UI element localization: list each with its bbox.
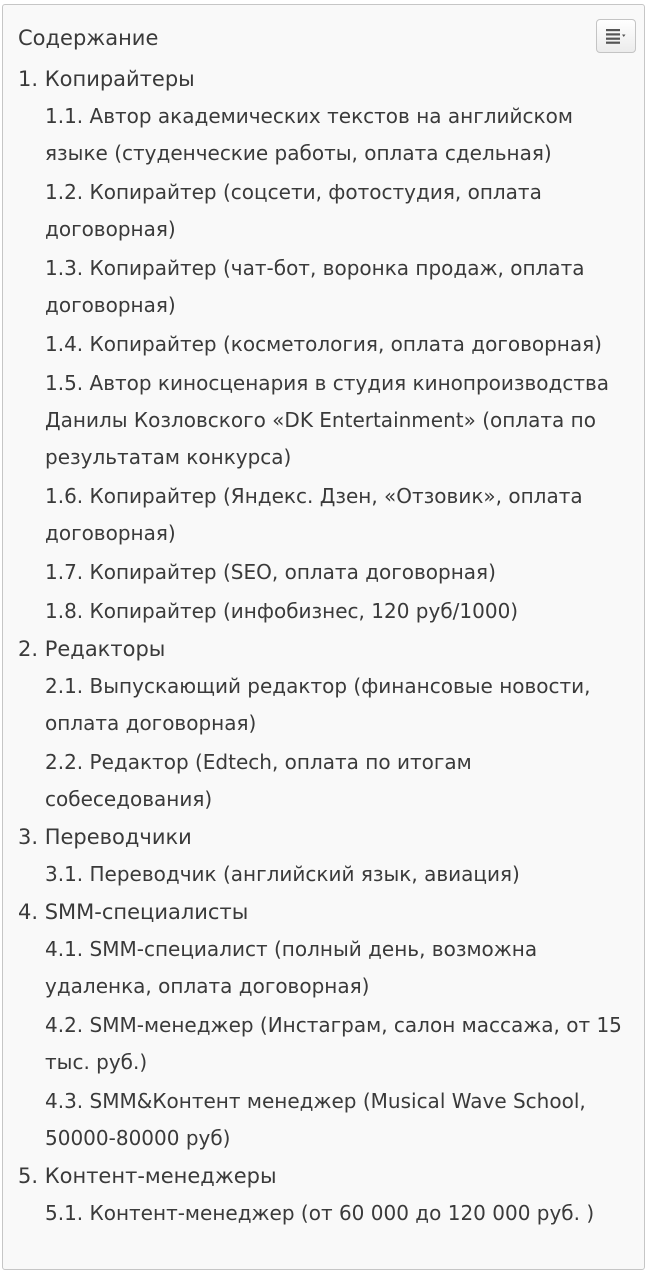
toc-item	[45, 554, 634, 591]
toc-item-link[interactable]: 4.1. SMM-специалист (полный день, возможна удаленка, оплата договорная)	[45, 937, 538, 998]
toc-item-link[interactable]: 5.1. Контент-менеджер (от 60 000 до 120 000 руб. )	[45, 1201, 595, 1225]
list-toggle-icon	[606, 28, 626, 44]
toc-section	[18, 895, 634, 1157]
toc-item-link[interactable]: 1.8. Копирайтер (инфобизнес, 120 руб/1000)	[45, 599, 519, 623]
toc-sublist	[18, 931, 634, 1157]
toc-item-link[interactable]: 1.2. Копирайтер (соцсети, фотостудия, оплата договорная)	[45, 180, 542, 241]
toc-item-link[interactable]: 3.1. Переводчик (английский язык, авиация)	[45, 862, 520, 886]
toc-section	[18, 632, 634, 818]
toc-item-link[interactable]: 1.6. Копирайтер (Яндекс. Дзен, «Отзовик», оплата договорная)	[45, 484, 583, 545]
toc-section	[18, 1159, 634, 1232]
toc-item	[45, 326, 634, 363]
toc-item-link[interactable]: 1.7. Копирайтер (SEO, оплата договорная)	[45, 560, 496, 584]
toc-item	[45, 1195, 634, 1232]
toc-item	[45, 174, 634, 248]
toc-title: Содержание	[18, 26, 159, 50]
toc-section-link[interactable]: 1. Копирайтеры	[18, 67, 195, 91]
toc-item-link[interactable]: 2.2. Редактор (Edtech, оплата по итогам собеседования)	[45, 750, 472, 811]
toc-item	[45, 931, 634, 1005]
toc-item-link[interactable]: 4.3. SMM&Контент менеджер (Musical Wave School, 50000-80000 руб)	[45, 1089, 586, 1150]
toc-section-link[interactable]: 3. Переводчики	[18, 825, 192, 849]
toc-section	[18, 62, 634, 630]
toc-item	[45, 593, 634, 630]
toc-item-link[interactable]: 1.1. Автор академических текстов на английском языке (студенческие работы, оплата сдельная)	[45, 104, 573, 165]
toc-list	[18, 62, 634, 1234]
toc-item	[45, 744, 634, 818]
toc-item	[45, 856, 634, 893]
toc-sublist	[18, 856, 634, 893]
toc-sublist	[18, 98, 634, 630]
toc-toggle-button[interactable]	[596, 19, 636, 53]
toc-item	[45, 668, 634, 742]
toc-item-link[interactable]: 1.4. Копирайтер (косметология, оплата договорная)	[45, 332, 602, 356]
toc-item	[45, 98, 634, 172]
toc-item-link[interactable]: 4.2. SMM-менеджер (Инстаграм, салон массажа, от 15 тыс. руб.)	[45, 1013, 622, 1074]
toc-section-link[interactable]: 2. Редакторы	[18, 637, 166, 661]
toc-item	[45, 250, 634, 324]
toc-item	[45, 478, 634, 552]
toc-sublist	[18, 1195, 634, 1232]
toc-section	[18, 820, 634, 893]
toc-item	[45, 365, 634, 476]
toc-item	[45, 1007, 634, 1081]
toc-section-link[interactable]: 4. SMM-специалисты	[18, 900, 249, 924]
toc-item	[45, 1083, 634, 1157]
table-of-contents	[2, 4, 645, 1270]
toc-section-link[interactable]: 5. Контент-менеджеры	[18, 1164, 277, 1188]
toc-sublist	[18, 668, 634, 818]
toc-item-link[interactable]: 1.5. Автор киносценария в студия кинопроизводства Данилы Козловского «DK Entertainment» (оплата по результатам конкурса)	[45, 371, 610, 469]
toc-item-link[interactable]: 2.1. Выпускающий редактор (финансовые новости, оплата договорная)	[45, 674, 591, 735]
toc-item-link[interactable]: 1.3. Копирайтер (чат-бот, воронка продаж, оплата договорная)	[45, 256, 585, 317]
